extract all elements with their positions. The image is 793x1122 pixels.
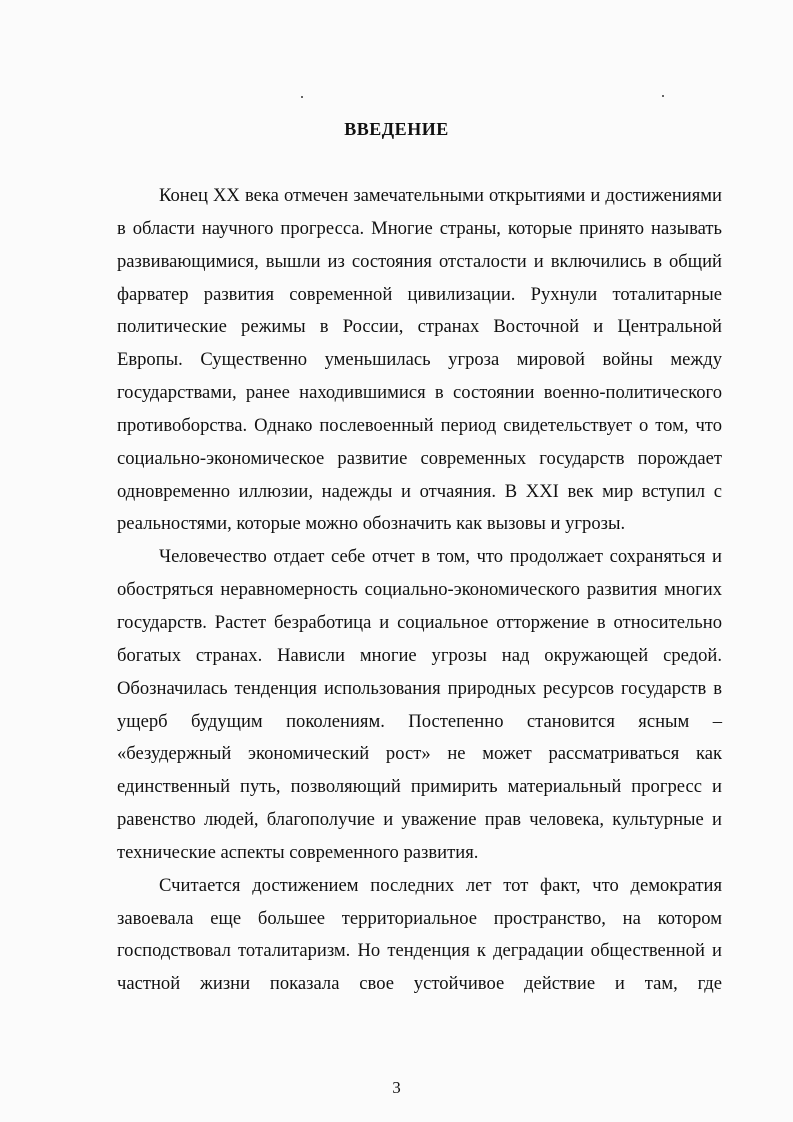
scan-speck bbox=[662, 95, 664, 97]
scan-speck bbox=[301, 96, 303, 98]
page-number: 3 bbox=[392, 1078, 401, 1097]
paragraph-3: Считается достижением последних лет тот факт, что демократия завоевала еще большее территориальное пространство, на котором господствовал тоталитаризм. Но тенденция к деградации общественной и частной жизни показала свое устойчивое действие и там, где bbox=[117, 874, 722, 995]
body-text bbox=[117, 180, 722, 1001]
paragraph-1: Конец XX века отмечен замечательными открытиями и достижениями в области научного прогресса. Многие страны, которые принято называть развивающимися, вышли из состояния отсталости и включились в общий фарватер развития современной цивилизации. Рухнули тоталитарные политические режимы в России, странах Восточной и Центральной Европы. Существенно уменьшилась угроза мировой войны между государствами, ранее находившимися в состоянии военно-политического противоборства. Однако послевоенный период свидетельствует о том, что социально-экономическое развитие современных государств порождает одновременно иллюзии, надежды и отчаяния. В XXI век мир вступил с реальностями, которые можно обозначить как вызовы и угрозы. bbox=[117, 185, 722, 535]
paragraph-2: Человечество отдает себе отчет в том, что продолжает сохраняться и обостряться неравномерность социально-экономического развития многих государств. Растет безработица и социальное отторжение в относительно богатых странах. Нависли многие угрозы над окружающей средой. Обозначилась тенденция использования природных ресурсов государств в ущерб будущим поколениям. Постепенно становится ясным – «безудержный экономический рост» не может рассматриваться как единственный путь, позволяющий примирить материальный прогресс и равенство людей, благополучие и уважение прав человека, культурные и технические аспекты современного развития. bbox=[117, 546, 722, 863]
page-title: ВВЕДЕНИЕ bbox=[344, 119, 449, 139]
